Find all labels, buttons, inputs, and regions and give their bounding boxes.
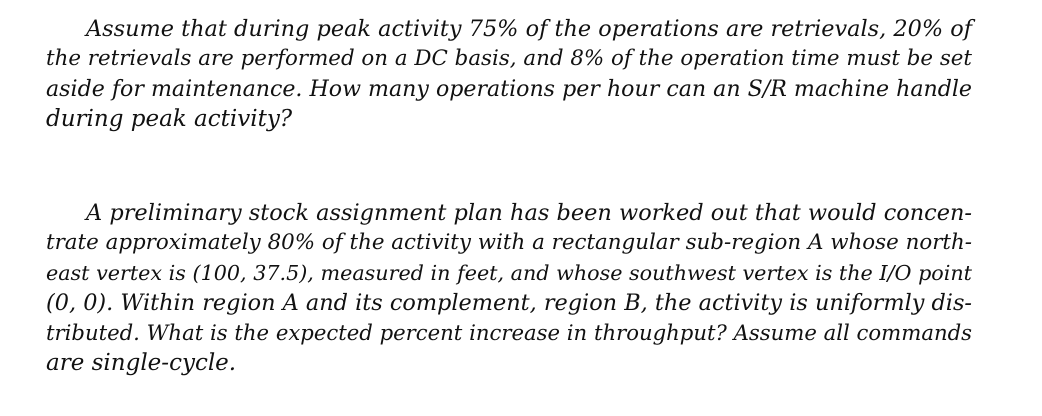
- text-line: the retrievals are performed on a DC basis, and 8% of the operation time must be set: [46, 46, 972, 71]
- text-line: aside for maintenance. How many operations per hour can an S/R machine handle: [46, 76, 972, 102]
- text-line: A preliminary stock assignment plan has been worked out that would concen-: [86, 200, 972, 226]
- text-line: during peak activity?: [46, 106, 293, 132]
- paragraph-peak-activity: [46, 14, 972, 134]
- paragraph-stock-assignment: [46, 198, 972, 378]
- text-line: Assume that during peak activity 75% of the operations are retrievals, 20% of: [86, 16, 972, 42]
- text-line: are single-cycle.: [46, 350, 237, 376]
- text-line: (0, 0). Within region A and its complement, region B, the activity is uniformly dis-: [46, 290, 972, 316]
- text-line: tributed. What is the expected percent increase in throughput? Assume all commands: [46, 320, 972, 345]
- text-line: trate approximately 80% of the activity with a rectangular sub-region A whose north-: [46, 230, 972, 255]
- text-line: east vertex is (100, 37.5), measured in feet, and whose southwest vertex is the I/O point: [46, 261, 972, 285]
